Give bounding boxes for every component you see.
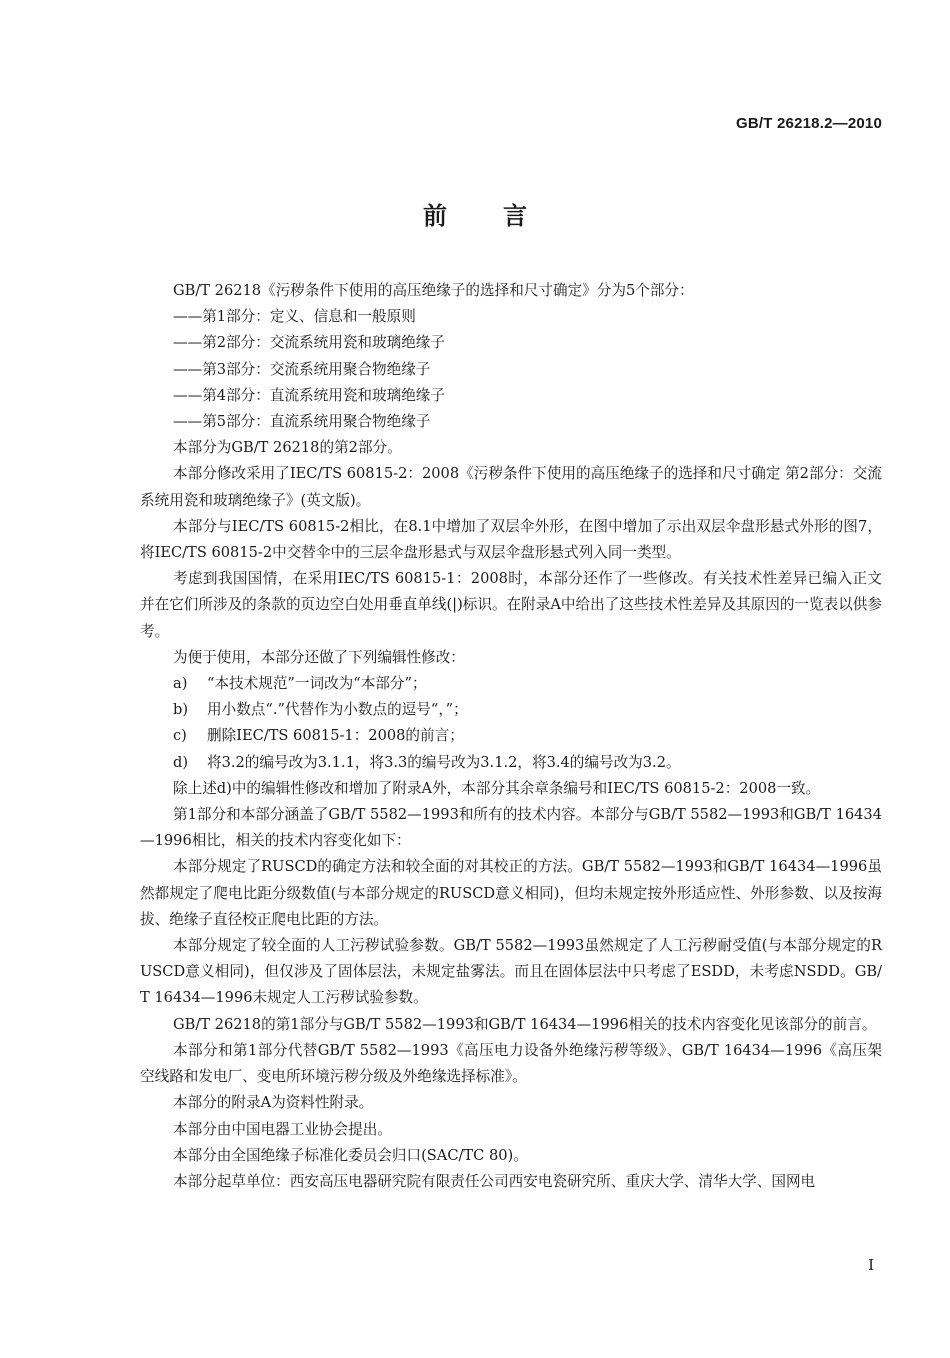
item-label: a) <box>173 675 188 693</box>
list-item: ——第5部分：直流系统用聚合物绝缘子 <box>173 413 431 431</box>
list-item: ——第1部分：定义、信息和一般原则 <box>173 308 416 326</box>
standard-number: GB/T 26218.2—2010 <box>736 115 882 132</box>
list-item <box>140 671 882 697</box>
list-item <box>140 723 882 749</box>
paragraph: 本部分的附录A为资料性附录。 <box>173 1094 374 1112</box>
foreword-body <box>140 278 882 1195</box>
list-item: ——第4部分：直流系统用瓷和玻璃绝缘子 <box>173 386 445 404</box>
page-title: 前言 <box>423 202 583 230</box>
paragraph: 本部分和第1部分代替GB/T 5582—1993《高压电力设备外绝缘污秽等级》、GB/T 16434—1996《高压架空线路和发电厂、变电所环境污秽分级及外绝缘选择标准》。 <box>140 1041 882 1086</box>
paragraph: 本部分由全国绝缘子标准化委员会归口(SAC/TC 80)。 <box>173 1146 528 1164</box>
item-text: 删除IEC/TS 60815-1：2008的前言； <box>207 727 464 745</box>
paragraph: 本部分修改采用了IEC/TS 60815-2：2008《污秽条件下使用的高压绝缘子的选择和尺寸确定 第2部分：交流系统用瓷和玻璃绝缘子》(英文版)。 <box>140 465 882 509</box>
paragraph: 本部分规定了较全面的人工污秽试验参数。GB/T 5582—1993虽然规定了人工污秽耐受值(与本部分规定的RUSCD意义相同)，但仅涉及了固体层法，未规定盐雾法。而且在固体层法中只考虑了ESDD，未考虑NSDD。GB/T 16434—1996未规定人工污秽试验参数。 <box>140 937 882 1007</box>
item-text: 将3.2的编号改为3.1.1，将3.3的编号改为3.1.2，将3.4的编号改为3.2。 <box>207 753 681 771</box>
paragraph: 第1部分和本部分涵盖了GB/T 5582—1993和所有的技术内容。本部分与GB/T 5582—1993和GB/T 16434—1996相比，相关的技术内容变化如下： <box>140 806 882 850</box>
item-label: b) <box>173 701 189 719</box>
paragraph: 为便于使用，本部分还做了下列编辑性修改： <box>173 648 465 666</box>
item-text: “本技术规范”一词改为“本部分”； <box>207 675 427 693</box>
page-number: I <box>868 1256 874 1274</box>
paragraph: 本部分规定了RUSCD的确定方法和较全面的对其校正的方法。GB/T 5582—1993和GB/T 16434—1996虽然都规定了爬电比距分级数值(与本部分规定的RUSCD意义相同)，但均未规定按外形适应性、外形参数、以及按海拔、绝缘子直径校正爬电比距的方法。 <box>140 858 882 928</box>
paragraph: 本部分由中国电器工业协会提出。 <box>173 1120 392 1138</box>
list-item: ——第3部分：交流系统用聚合物绝缘子 <box>173 360 431 378</box>
paragraph: 本部分为GB/T 26218的第2部分。 <box>173 439 402 457</box>
list-item: ——第2部分：交流系统用瓷和玻璃绝缘子 <box>173 334 445 352</box>
paragraph: 本部分起草单位：西安高压电器研究院有限责任公司西安电瓷研究所、重庆大学、清华大学、国网电 <box>173 1172 816 1190</box>
list-item <box>140 750 882 776</box>
paragraph: 本部分与IEC/TS 60815-2相比，在8.1中增加了双层伞外形，在图中增加了示出双层伞盘形悬式外形的图7，将IEC/TS 60815-2中交替伞中的三层伞盘形悬式与双层伞盘形悬式列入同一类型。 <box>140 517 882 562</box>
item-label: d) <box>173 753 189 771</box>
paragraph: GB/T 26218《污秽条件下使用的高压绝缘子的选择和尺寸确定》分为5个部分： <box>173 282 694 299</box>
item-text: 用小数点“.”代替作为小数点的逗号“，”； <box>207 701 468 719</box>
item-label: c) <box>173 727 187 745</box>
paragraph: GB/T 26218的第1部分与GB/T 5582—1993和GB/T 16434—1996相关的技术内容变化见该部分的前言。 <box>173 1015 877 1033</box>
list-item <box>140 697 882 723</box>
paragraph: 除上述d)中的编辑性修改和增加了附录A外，本部分其余章条编号和IEC/TS 60815-2：2008一致。 <box>173 779 821 797</box>
paragraph: 考虑到我国国情，在采用IEC/TS 60815-1：2008时，本部分还作了一些修改。有关技术性差异已编入正文并在它们所涉及的条款的页边空白处用垂直单线(|)标识。在附录A中给出了这些技术性差异及其原因的一览表以供参考。 <box>140 570 882 640</box>
